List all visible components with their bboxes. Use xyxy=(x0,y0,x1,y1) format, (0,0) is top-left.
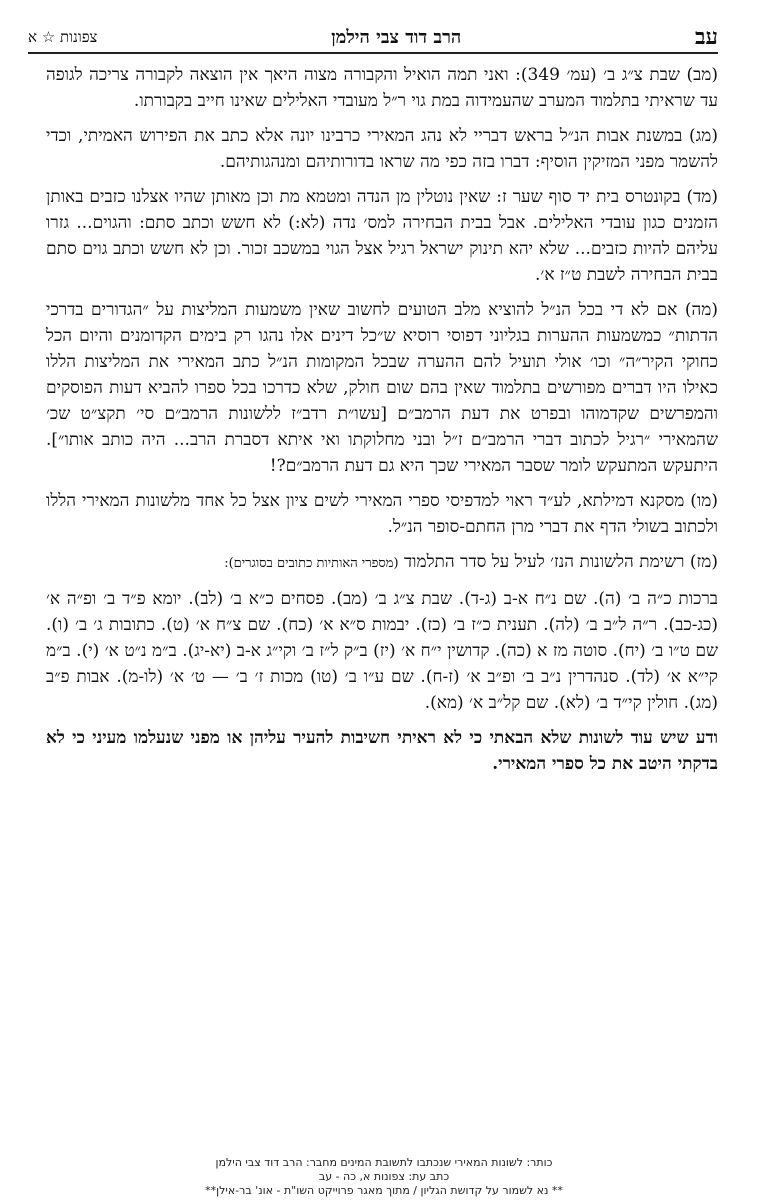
list-heading-main: (מז) רשימת הלשונות הנז׳ לעיל על סדר התלמוד xyxy=(404,552,718,572)
running-section: צפונות ☆ א xyxy=(28,27,98,46)
paragraph-44: (מד) בקונטרס בית יד סוף שער ז: שאין נוטלין מן הנדה ומטמא מת וכן מאותן שהיו אצלנו כזבים באותן הזמנים כגון עובדי האלילים. אבל בבית הבחירה למס׳ נדה (לא:) לא חשש וכתב סתם: והגוים... גזרו עליהם להיות כזבים... שלא יהא תינוק ישראל רגיל אצל הגוי במשכב זכור. וכן לא חשש וכתב גוים סתם בבית הבחירה לשבת ט״ז א׳. xyxy=(46,187,718,285)
footer-title-author: כותר: לשונות המאירי שנכתבו לתשובת המינים מחבר: הרב דוד צבי הילמן xyxy=(215,1156,553,1169)
footer-notice: ** נא לשמור על קדושת הגליון / מתוך מאגר פרוייקט השו"ת - אונ' בר-אילן** xyxy=(205,1184,563,1197)
paragraph-45: (מה) אם לא די בכל הנ״ל להוציא מלב הטועים לחשוב שאין משמעות המליצות על ״הגדורים בדרכי הדתות״ כמשמעות ההערות בגליוני דפוסי רוסיא ש״כל דינים אלו נהגו רק בימים הקדומנים והיום הכל כחוקי הקיר״ה״ וכו׳ אולי תועיל להם ההערה שבכל המקומות הנ״ל כתב המאירי את המליצות הללו כאילו היו דברים מפורשים בתלמוד שאין בהם שום חולק, שלא כדרכו בכל ספרו להביא דעות הפוסקים והמפרשים שקדמוהו ובפרט את דעת הרמב״ם [עשו״ת רדב״ז ללשונות הרמב״ם סי׳ תקצ״ט שכ׳ שהמאירי ״רגיל לכתוב דברי הרמב״ם ז״ל ובני מחלוקתו ואי איתא דסברת הרב... היה כותב אותו״]. היתעקש המתעקש לומר שסבר המאירי שכך היא גם דעת הרמב״ם?! xyxy=(46,300,718,476)
page-number: עב xyxy=(694,24,718,50)
list-heading-note: (מספרי האותיות כתובים בסוגרים): xyxy=(224,556,399,571)
running-title: הרב דוד צבי הילמן xyxy=(331,26,462,48)
paragraph-43: (מג) במשנת אבות הנ״ל בראש דבריי לא נהג המאירי כרבינו יונה אלא כתב את הפירוש האמיתי, וכדי להשמר מפני המזיקין הוסיף: דברו בזה כפי מה שראו בדורותיהם ומנהגותיהם. xyxy=(46,126,718,172)
list-heading xyxy=(46,549,718,577)
closing-paragraph: ודע שיש עוד לשונות שלא הבאתי כי לא ראיתי חשיבות להעיר עליהן או מפני שנעלמו מעיני כי לא בדקתי היטב את כל ספרי המאירי. xyxy=(46,728,718,774)
paragraph-46: (מו) מסקנא דמילתא, לע״ד ראוי למדפיסי ספרי המאירי לשים ציון אצל כל אחד מלשונות המאירי הללו ולכתוב בשולי הדף את דברי מרן החתם-סופר הנ״ל. xyxy=(46,491,718,537)
page-footer xyxy=(120,1156,648,1198)
main-text xyxy=(46,62,718,786)
reference-list: ברכות כ״ה ב׳ (ה). שם נ״ח א-ב (ג-ד). שבת צ״ג ב׳ (מב). פסחים כ״א ב׳ (לב). יומא פ״ד ב׳ ופ״ה א׳ (כג-כב). ר״ה ל״ב ב׳ (לה). תענית כ״ז ב׳ (כז). יבמות ס״א א׳ (כח). שם צ״ח א׳ (ט). כתובות ג׳ ב׳ (ו). שם ט״ו ב׳ (יח). סוטה מז א (כה). קדושין י״ח א׳ (יז) ב״ק ל״ז ב׳ וקי״ג א-ב (יא-יג). ב״מ נ״ט א׳ (י). ב״מ קי״א א׳ (לד). סנהדרין נ״ב ב׳ ופ״ב א׳ (ז-ח). שם ע״ו ב׳ (טו) מכות ז׳ ב׳ — ט׳ א׳ (לו-מ). אבות פ״ב (מג). חולין קי״ד ב׳ (לא). שם קל״ב א׳ (מא). xyxy=(46,589,718,713)
page-header xyxy=(28,22,718,54)
paragraph-42: (מב) שבת צ״ג ב׳ (עמ׳ 349): ואני תמה הואיל והקבורה מצוה היאך אין הוצאה לקבורה צריכה לגופה עד שראיתי בתלמוד המערב שהעמידוה במת גוי ר״ל מעובדי האלילים שאינו חייב בקבורתו. xyxy=(46,65,718,111)
footer-journal: כתב עת: צפונות א, כה - עב xyxy=(318,1170,450,1183)
